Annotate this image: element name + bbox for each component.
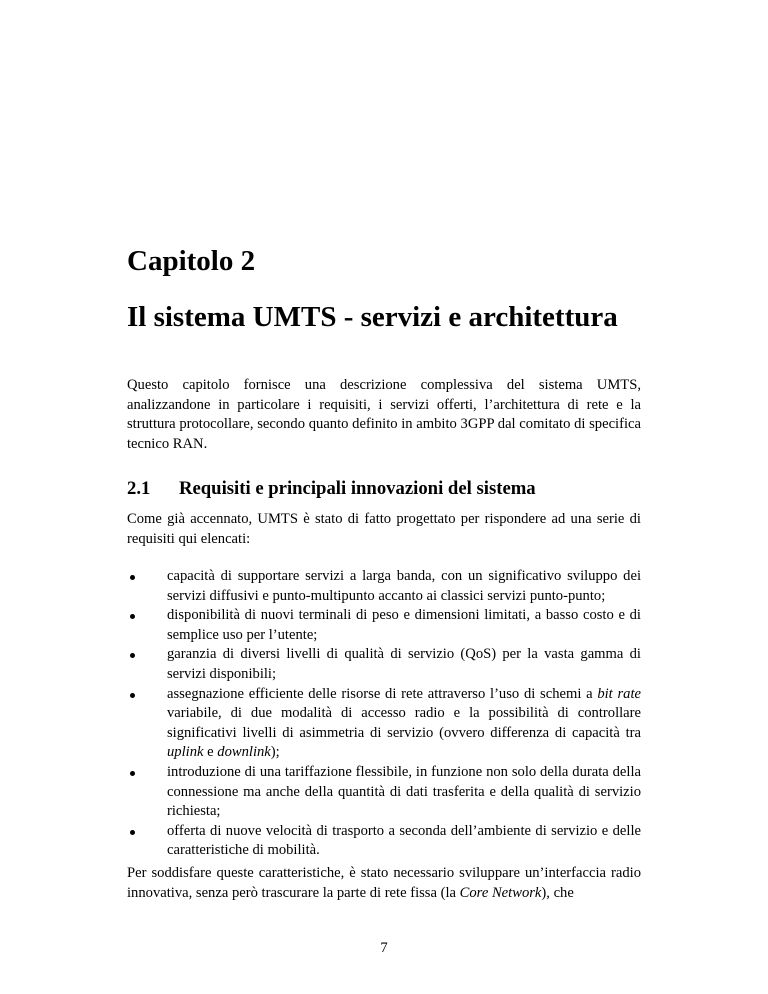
bullet-icon: [130, 575, 135, 580]
text-run: variabile, di due modalità di accesso radio e la possibilità di controllare significativi livelli di asimmetria di servizio (ovvero differenza di capacità tra: [167, 705, 641, 741]
text-run: e: [203, 744, 218, 761]
text-run: assegnazione efficiente delle risorse di rete attraverso l’uso di schemi a: [167, 685, 598, 702]
text-run: ), che: [541, 884, 574, 901]
text-run: );: [270, 744, 280, 761]
italic-term: uplink: [167, 744, 204, 761]
list-item-text: introduzione di una tariffazione flessibile, in funzione non solo della durata della connessione ma anche della quantità di dati trasferita e della qualità di servizio richiesta;: [167, 763, 641, 820]
italic-term: downlink: [217, 744, 271, 761]
chapter-title: Il sistema UMTS - servizi e architettura: [127, 301, 618, 333]
list-item: [127, 606, 641, 645]
section-heading: [127, 478, 687, 500]
list-item-text: [167, 686, 641, 761]
list-item: [127, 645, 641, 684]
section-number: 2.1: [127, 478, 151, 499]
list-item: [127, 763, 641, 822]
requirements-list: [127, 567, 641, 861]
bullet-icon: [130, 653, 135, 658]
list-item-text: capacità di supportare servizi a larga banda, con un significativo sviluppo dei servizi diffusivi e punto-multipunto accanto ai classici servizi punto-punto;: [167, 568, 641, 604]
text-run: Per soddisfare queste caratteristiche, è stato necessario sviluppare un’interfaccia radio innovativa, senza però trascurare la parte di rete fissa (la: [127, 865, 641, 901]
bullet-icon: [130, 771, 135, 776]
page-number: 7: [380, 940, 388, 956]
list-item: [127, 685, 641, 763]
italic-term: bit rate: [597, 685, 641, 702]
section-title: Requisiti e principali innovazioni del sistema: [179, 478, 536, 499]
list-item-text: offerta di nuove velocità di trasporto a seconda dell’ambiente di servizio e delle caratteristiche di mobilità.: [167, 822, 641, 859]
intro-paragraph: Questo capitolo fornisce una descrizione complessiva del sistema UMTS, analizzandone in particolare i requisiti, i servizi offerti, l’architettura di rete e la struttura protocollare, secondo quanto definito in ambito 3GPP dal comitato di specifica tecnico RAN.: [127, 377, 641, 452]
list-item: [127, 567, 641, 606]
list-item-text: disponibilità di nuovi terminali di peso e dimensioni limitati, a basso costo e di semplice uso per l’utente;: [167, 607, 641, 643]
list-item: [127, 822, 641, 861]
list-item-text: garanzia di diversi livelli di qualità di servizio (QoS) per la vasta gamma di servizi disponibili;: [167, 646, 641, 682]
italic-term: Core Network: [459, 884, 542, 901]
body-paragraph-2: [127, 864, 641, 903]
bullet-icon: [130, 830, 135, 835]
chapter-label: Capitolo 2: [127, 245, 256, 277]
bullet-icon: [130, 693, 135, 698]
bullet-icon: [130, 614, 135, 619]
body-paragraph-1: Come già accennato, UMTS è stato di fatto progettato per rispondere ad una serie di requisiti qui elencati:: [127, 511, 641, 547]
